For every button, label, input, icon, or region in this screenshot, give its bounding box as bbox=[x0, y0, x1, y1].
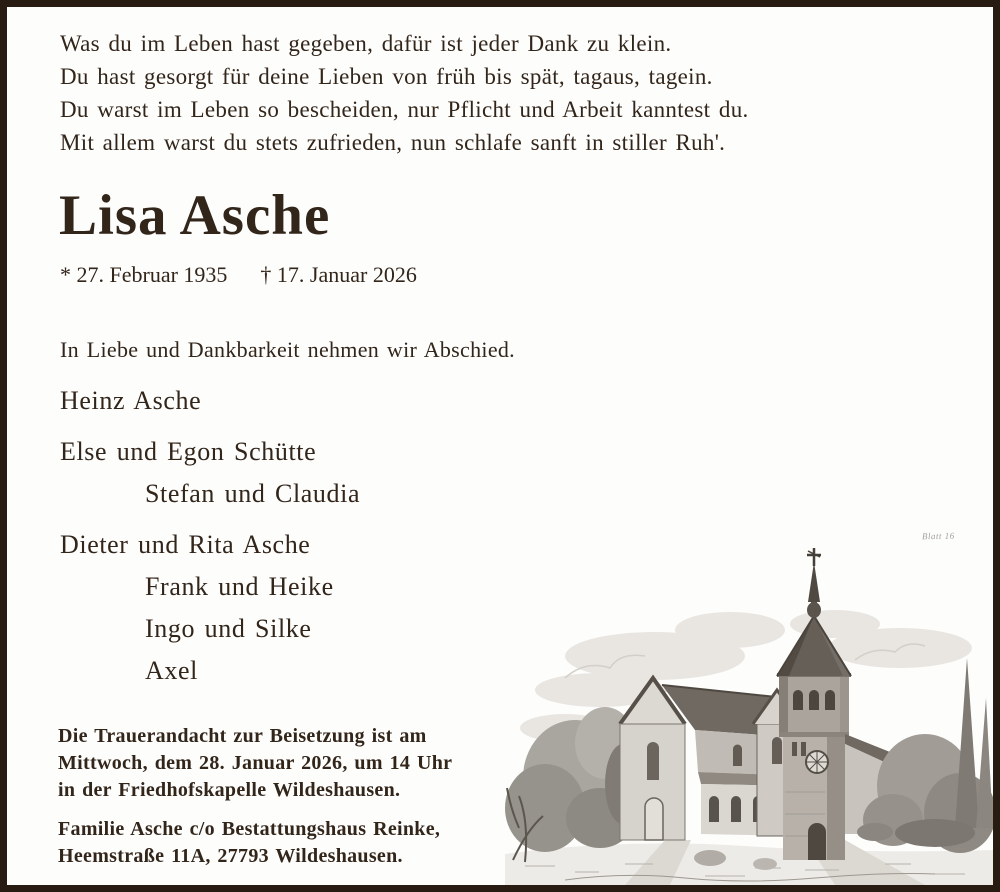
contact-line: Heemstraße 11A, 27793 Wildeshausen. bbox=[58, 845, 403, 867]
mourner-name: Frank und Heike bbox=[145, 572, 334, 601]
deceased-name: Lisa Asche bbox=[59, 184, 331, 247]
poem-line: Was du im Leben hast gegeben, dafür ist jeder Dank zu klein. bbox=[60, 31, 672, 56]
service-line: Die Trauerandacht zur Beisetzung ist am bbox=[58, 725, 427, 747]
poem-line: Du hast gesorgt für deine Lieben von früh bis spät, tagaus, tagein. bbox=[60, 64, 713, 89]
service-line: in der Friedhofskapelle Wildeshausen. bbox=[58, 779, 401, 801]
mourner-name: Else und Egon Schütte bbox=[60, 437, 317, 466]
church-etching-illustration bbox=[505, 528, 993, 885]
birth-date: * 27. Februar 1935 bbox=[60, 262, 228, 287]
church-nave bbox=[620, 678, 805, 840]
mourners-list bbox=[60, 387, 480, 685]
poem-line: Du warst im Leben so bescheiden, nur Pflicht und Arbeit kanntest du. bbox=[60, 97, 749, 122]
mourner-name: Ingo und Silke bbox=[145, 614, 312, 643]
church-tower bbox=[777, 548, 851, 860]
service-line: Mittwoch, dem 28. Januar 2026, um 14 Uhr bbox=[58, 752, 453, 774]
mourner-name: Axel bbox=[145, 656, 198, 685]
mourner-name: Dieter und Rita Asche bbox=[60, 530, 311, 559]
poem-line: Mit allem warst du stets zufrieden, nun schlafe sanft in stiller Ruh'. bbox=[60, 130, 726, 155]
death-date: † 17. Januar 2026 bbox=[260, 262, 417, 287]
life-dates bbox=[60, 261, 417, 289]
etching-plate-caption: Blatt 16 bbox=[921, 530, 955, 542]
service-details bbox=[58, 723, 452, 804]
contact-line: Familie Asche c/o Bestattungshaus Reinke, bbox=[58, 818, 441, 840]
farewell-line: In Liebe und Dankbarkeit nehmen wir Abschied. bbox=[60, 337, 515, 362]
mourner-name: Stefan und Claudia bbox=[145, 479, 361, 508]
memorial-poem bbox=[60, 27, 840, 159]
mourner-name: Heinz Asche bbox=[60, 386, 202, 415]
ground bbox=[505, 840, 993, 885]
contact-details bbox=[58, 816, 440, 870]
